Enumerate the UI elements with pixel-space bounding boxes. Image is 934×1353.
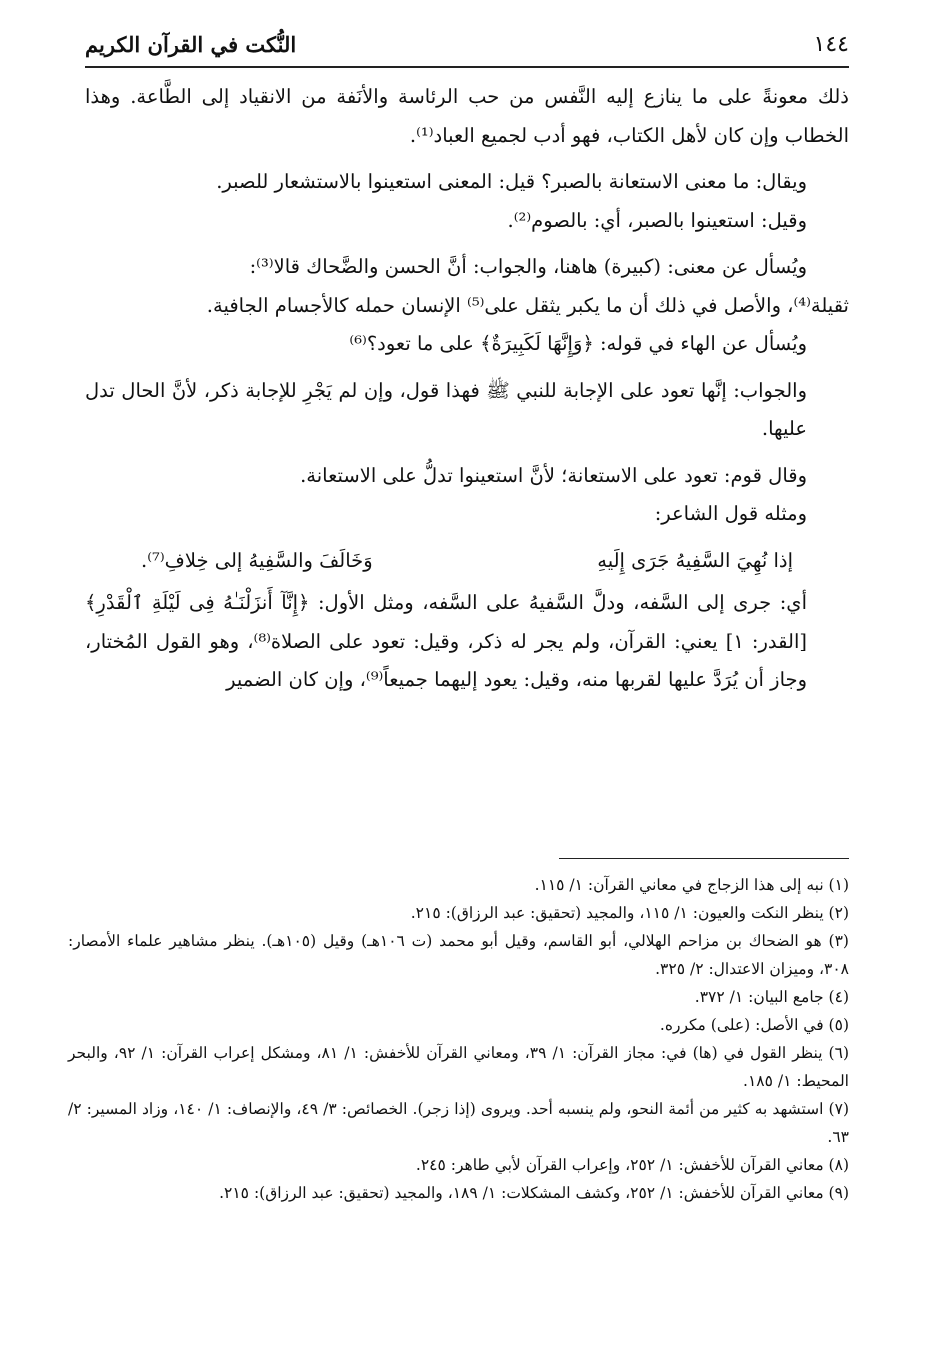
paragraph: ثقيلة⁽⁴⁾، والأصل في ذلك أن ما يكبر يثقل على⁽⁵⁾ الإنسان حمله كالأجسام الجافية. <box>206 293 849 317</box>
poetry-verse <box>85 542 849 581</box>
footnote: (٣) هو الضحاك بن مزاحم الهلالي، أبو القاسم، وقيل أبو محمد (ت ١٠٦هـ) وقيل (١٠٥هـ). ينظر مشاهير علماء الأمصار: ٣٠٨، وميزان الاعتدال: ٢/ ٣٢٥. <box>68 932 849 978</box>
footnote: (٩) معاني القرآن للأخفش: ١/ ٢٥٢، وكشف المشكلات: ١/ ١٨٩، والمجيد (تحقيق: عبد الرزاق): ٢١٥. <box>219 1184 849 1202</box>
paragraph: أي: جرى إلى السَّفه، ودلَّ السَّفيهُ على السَّفه، ومثل الأول: ﴿إِنَّآ أَنزَلْنَـٰهُ فِى لَيْلَةِ ٱلْقَدْرِ﴾ [القدر: ١] يعني: القرآن، ولم يجر له ذكر، وقيل: تعود على الصلاة⁽⁸⁾، وهو القول المُختار، وجاز أن يُرَدَّ عليها لقربها منه، وقيل: يعود إليهما جميعاً⁽⁹⁾، وإن كان الضمير <box>85 591 807 691</box>
footnote: (٥) في الأصل: (على) مكرره. <box>659 1016 849 1034</box>
page-header <box>85 22 849 68</box>
page-number: ١٤٤ <box>813 31 849 57</box>
paragraph: ومثله قول الشاعر: <box>654 502 807 525</box>
paragraph: والجواب: إنَّها تعود على الإجابة للنبي ﷺ فهذا قول، وإن لم يَجْرِ للإجابة ذكر، لأنَّ الحال تدل عليها. <box>85 378 807 440</box>
paragraph: وقيل: استعينوا بالصبر، أي: بالصوم⁽²⁾. <box>507 208 807 232</box>
footnote: (٢) ينظر النكت والعيون: ١/ ١١٥، والمجيد (تحقيق: عبد الرزاق): ٢١٥. <box>410 904 849 922</box>
footnote-divider <box>559 858 849 859</box>
paragraph: ويُسأل عن معنى: (كبيرة) هاهنا، والجواب: أنَّ الحسن والضَّحاك قالا⁽³⁾: <box>249 255 807 278</box>
footnote: (١) نبه إلى هذا الزجاج في معاني القرآن: ١/ ١١٥. <box>534 876 849 894</box>
footnote: (٨) معاني القرآن للأخفش: ١/ ٢٥٢، وإعراب القرآن لأبي طاهر: ٢٤٥. <box>415 1156 849 1174</box>
verse-first-hemistich: إذا نُهِيَ السَّفِيهُ جَرَى إِلَيهِ <box>597 548 793 572</box>
footnotes <box>68 871 849 1207</box>
paragraph: وقال قوم: تعود على الاستعانة؛ لأنَّ استعينوا تدلُّ على الاستعانة. <box>300 463 807 487</box>
main-text <box>85 78 849 700</box>
verse-second-hemistich: وَخَالَفَ والسَّفِيهُ إلى خِلافِ⁽⁷⁾. <box>141 548 373 572</box>
paragraph: ويُسأل عن الهاء في قوله: ﴿وَإِنَّهَا لَكَبِيرَةٌ﴾ على ما تعود؟⁽⁶⁾ <box>349 332 807 355</box>
paragraph: ويقال: ما معنى الاستعانة بالصبر؟ قيل: المعنى استعينوا بالاستشعار للصبر. <box>216 170 807 193</box>
footnote: (٦) ينظر القول في (ها) في: مجاز القرآن: ١/ ٣٩، ومعاني القرآن للأخفش: ١/ ٨١، ومشكل إعراب القرآن: ١/ ٩٢، والبحر المحيط: ١/ ١٨٥. <box>68 1044 849 1090</box>
paragraph: ذلك معونةً على ما ينازع إليه النَّفس من حب الرئاسة والأنَفة من الانقياد إلى الطَّاعة. وهذا الخطاب وإن كان لأهل الكتاب، فهو أدب لجميع العباد⁽¹⁾. <box>85 85 849 147</box>
running-title: النُّكت في القرآن الكريم <box>85 31 297 57</box>
footnote: (٧) استشهد به كثير من أئمة النحو، ولم ينسبه أحد. ويروى (إذا زجر). الخصائص: ٣/ ٤٩، والإنصاف: ١/ ١٤٠، وزاد المسير: ٢/ ٦٣. <box>68 1100 849 1146</box>
footnote: (٤) جامع البيان: ١/ ٣٧٢. <box>694 988 849 1006</box>
